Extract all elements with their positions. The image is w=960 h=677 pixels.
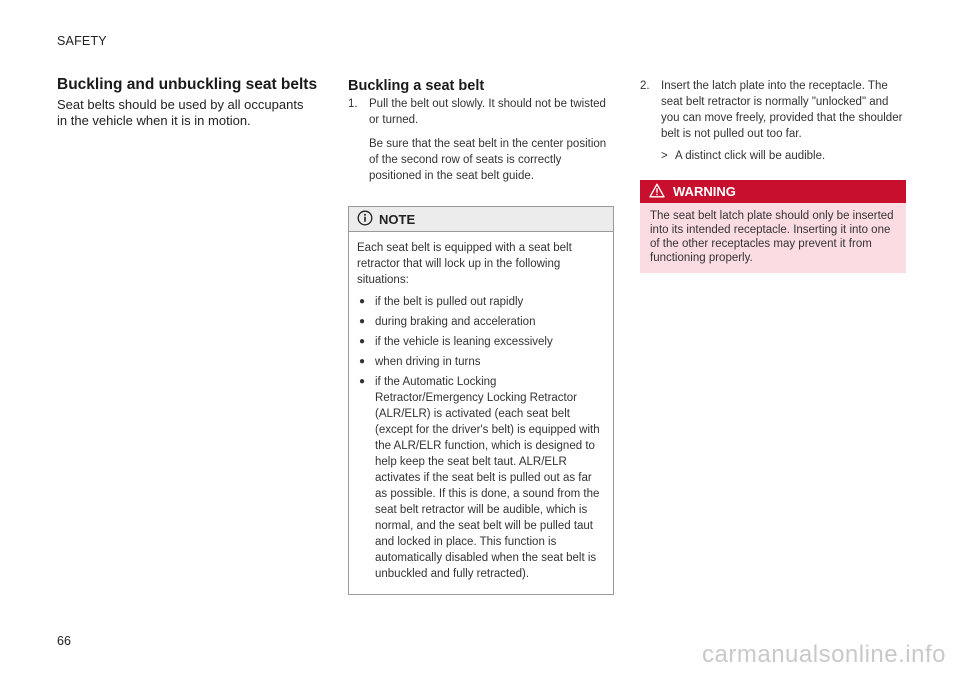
page-title: Buckling and unbuckling seat belts <box>57 76 318 93</box>
step-text: Insert the latch plate into the receptacle. The seat belt retractor is normally "unlocked" and you can move freely, provided that the shoulder belt is not pulled out too far. <box>661 80 903 140</box>
note-intro: Each seat belt is equipped with a seat belt retractor that will lock up in the following situations: <box>357 242 572 286</box>
column-insert <box>640 78 906 273</box>
note-header <box>349 207 613 232</box>
step-result <box>661 148 906 164</box>
list-item: ● if the belt is pulled out rapidly <box>359 296 524 308</box>
step-extra-text: Be sure that the seat belt in the center position of the second row of seats is correctly positioned in the seat belt guide. <box>369 138 607 182</box>
bullet-icon: ● <box>359 316 366 327</box>
bullet-icon: ● <box>359 356 366 367</box>
step-1 <box>348 96 614 192</box>
warning-triangle-icon <box>649 183 673 201</box>
list-item: ● if the Automatic Locking Retractor/Emergency Locking Retractor (ALR/ELR) is activated (each seat belt (except for the driver's belt) is equipped with the ALR/ELR function, which is designed to help keep the seat belt taut. ALR/ELR activates if the seat belt is pulled out as far as possible. If this is done, a sound from the seat belt retractor will be audible, which is normal, and the seat belt will be pulled taut and locked in place. This function is automatically disabled when the seat belt is unbuckled and fully retracted). <box>359 376 600 580</box>
watermark: carmanualsonline.info <box>702 641 946 668</box>
warning-box <box>640 180 906 273</box>
list-item: ● when driving in turns <box>359 356 481 368</box>
list-item: ● during braking and acceleration <box>359 316 536 328</box>
step-text: Pull the belt out slowly. It should not be twisted or turned. <box>369 98 606 126</box>
list-item: ● if the vehicle is leaning excessively <box>359 336 553 348</box>
warning-header <box>640 180 906 203</box>
section-label: SAFETY <box>57 34 107 48</box>
result-marker: > <box>661 150 668 162</box>
note-box <box>348 206 614 595</box>
subheading-buckling: Buckling a seat belt <box>348 78 485 94</box>
step-2 <box>640 78 906 142</box>
column-buckling <box>348 78 614 595</box>
bullet-icon: ● <box>359 376 366 387</box>
note-body <box>349 232 613 594</box>
result-text: A distinct click will be audible. <box>675 150 826 162</box>
bullet-icon: ● <box>359 336 366 347</box>
note-title: NOTE <box>379 211 416 227</box>
warning-text: The seat belt latch plate should only be inserted into its intended receptacle. Inserting it into one of the other receptacles may prevent it from functioning properly. <box>640 203 906 273</box>
note-bullet-list <box>357 294 605 582</box>
intro-paragraph: Seat belts should be used by all occupants in the vehicle when it is in motion. <box>57 97 304 128</box>
page-number: 66 <box>57 634 71 648</box>
step-number: 2. <box>640 80 650 92</box>
warning-title: WARNING <box>673 184 736 199</box>
info-icon <box>357 210 379 229</box>
bullet-icon: ● <box>359 296 366 307</box>
step-number: 1. <box>348 98 358 110</box>
